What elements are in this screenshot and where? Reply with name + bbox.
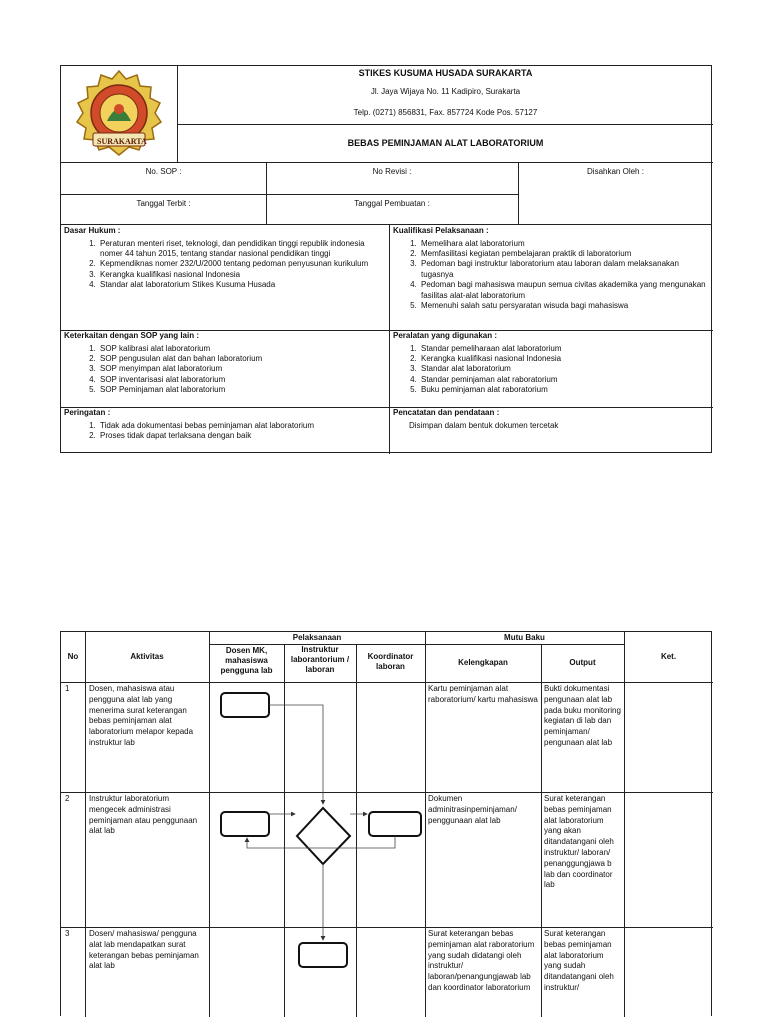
header-aktivitas: Aktivitas: [130, 652, 164, 661]
flow-connector: [269, 705, 323, 804]
kualifikasi-item: 1. Memelihara alat laboratorium: [419, 239, 711, 249]
dasar-hukum-item: 1. Peraturan menteri riset, teknologi, dan pendidikan tinggi republik indonesia nomer 44 tahun 2015, tentang standar nasional pendidikan tinggi: [98, 239, 386, 260]
institution-address: Jl. Jaya Wijaya No. 11 Kadipiro, Surakarta: [370, 87, 521, 96]
flow-box-start: [221, 693, 269, 717]
keterkaitan-item: 3. SOP menyimpan alat laboratorium: [98, 364, 386, 374]
peralatan-item: 1. Standar pemeliharaan alat laboratorium: [419, 344, 711, 354]
dasar-hukum-section: [64, 226, 386, 291]
tanggal-terbit-label: Tanggal Terbit :: [136, 199, 191, 208]
peralatan-item: 4. Standar peminjaman alat raboratorium: [419, 375, 711, 385]
kualifikasi-item: 3. Pedoman bagi instruktur laboratorium atau laboran dalam melaksanakan tugasnya: [419, 259, 711, 280]
header-pelaksanaan: Pelaksanaan: [292, 633, 342, 642]
no-revisi-label: No Revisi :: [372, 167, 412, 176]
kualifikasi-title: Kualifikasi Pelaksanaan :: [393, 226, 489, 235]
keterkaitan-section: [64, 331, 386, 396]
flow-box-dosen: [221, 812, 269, 836]
institution-phone: Telp. (0271) 856831, Fax. 857724 Kode Pos. 57127: [353, 108, 538, 117]
peringatan-section: [64, 408, 386, 441]
row1-aktivitas: Dosen, mahasiswa atau pengguna alat lab yang menerima surat keterangan bebas peminjaman alat laboratorium melapor kepada instruktur lab: [89, 684, 194, 747]
institution-info: [178, 66, 713, 124]
peralatan-item: 2. Kerangka kualifikasi nasional Indonesia: [419, 354, 711, 364]
row1-no: 1: [65, 684, 70, 693]
row3-kelengkapan: Surat keterangan bebas peminjaman alat raboratorium yang sudah didatangi oleh instruktur/ laboran/penangungjawab lab dan koordinator laboratorium: [428, 929, 535, 992]
row3-output: Surat keterangan bebas peminjaman alat laboratorium yang sudah ditandatangani oleh instruktur/: [544, 929, 614, 992]
peralatan-title: Peralatan yang digunakan :: [393, 331, 498, 340]
tanggal-pembuatan-label: Tanggal Pembuatan :: [354, 199, 430, 208]
keterkaitan-item: 2. SOP pengusulan alat dan bahan laboratorium: [98, 354, 386, 364]
kualifikasi-item: 2. Memfasilitasi kegiatan pembelajaran praktik di laboratorium: [419, 249, 711, 259]
pencatatan-text: Disimpan dalam bentuk dokumen tercetak: [409, 420, 559, 430]
pencatatan-section: [393, 408, 711, 431]
sections-divider-v: [389, 225, 390, 454]
peringatan-item: 1. Tidak ada dokumentasi bebas peminjaman alat laboratorium: [98, 421, 386, 431]
institution-name: STIKES KUSUMA HUSADA SURAKARTA: [358, 68, 533, 78]
header-dosen: Dosen MK, mahasiswa pengguna lab: [220, 646, 273, 675]
dasar-hukum-item: 3. Kerangka kualifikasi nasional Indonesia: [98, 270, 386, 280]
row3-no: 3: [65, 929, 70, 938]
logo-caption: SURAKARTA: [97, 137, 147, 146]
flow-table: [60, 631, 712, 1016]
sop-header: [60, 65, 712, 225]
header-output: Output: [569, 658, 596, 667]
document-title: BEBAS PEMINJAMAN ALAT LABORATORIUM: [178, 124, 713, 162]
row2-aktivitas: Instruktur laboratorium mengecek administrasi peminjaman atau penggunaan alat lab: [89, 794, 198, 836]
peralatan-section: [393, 331, 711, 396]
flow-box-koordinator: [369, 812, 421, 836]
meta-grid: [61, 162, 713, 224]
flow-box-end: [299, 943, 347, 967]
kualifikasi-item: 5. Memenuhi salah satu persyaratan wisuda bagi mahasiswa: [419, 301, 711, 311]
pencatatan-title: Pencatatan dan pendataan :: [393, 408, 500, 417]
row2-output: Surat keterangan bebas peminjaman alat laboratorium yang akan ditandatangani oleh instruktur/ laboran/ penanggungjawa b lab dan coordinator lab: [544, 794, 614, 890]
header-koordinator: Koordinator laboran: [367, 652, 414, 671]
logo-cell: [61, 66, 178, 162]
dasar-hukum-title: Dasar Hukum :: [64, 226, 121, 235]
disahkan-label: Disahkan Oleh :: [587, 167, 644, 176]
header-no: No: [67, 652, 79, 661]
keterkaitan-item: 4. SOP inventarisasi alat laboratorium: [98, 375, 386, 385]
header-kelengkapan: Kelengkapan: [458, 658, 508, 667]
header-instruktur: Instruktur laborantorium / laboran: [290, 645, 350, 674]
keterkaitan-item: 5. SOP Peminjaman alat laboratorium: [98, 385, 386, 395]
dasar-hukum-item: 2. Kepmendiknas nomer 232/U/2000 tentang pedoman penyusunan kurikulum: [98, 259, 386, 269]
header-ket: Ket.: [660, 652, 677, 661]
meta-divider-h: [61, 194, 518, 195]
dasar-hukum-item: 4. Standar alat laboratorium Stikes Kusuma Husada: [98, 280, 386, 290]
sop-sections: [60, 224, 712, 453]
peralatan-item: 3. Standar alat laboratorium: [419, 364, 711, 374]
keterkaitan-title: Keterkaitan dengan SOP yang lain :: [64, 331, 199, 340]
row3-aktivitas: Dosen/ mahasiswa/ pengguna alat lab mendapatkan surat keterangan bebas peminjaman alat lab: [89, 929, 199, 971]
flow-decision: [297, 808, 350, 864]
kualifikasi-item: 4. Pedoman bagi mahasiswa maupun semua civitas akademika yang mengunakan fasilitas alat-alat laboratorium: [419, 280, 711, 301]
flowchart: [61, 632, 713, 1017]
header-mutu-baku: Mutu Baku: [504, 633, 545, 642]
peringatan-title: Peringatan :: [64, 408, 111, 417]
no-sop-label: No. SOP :: [145, 167, 182, 176]
peralatan-item: 5. Buku peminjaman alat raboratorium: [419, 385, 711, 395]
row2-kelengkapan: Dokumen adminitrasinpeminjaman/ penggunaan alat lab: [428, 794, 517, 825]
kualifikasi-section: [393, 226, 711, 311]
row2-no: 2: [65, 794, 70, 803]
row1-output: Bukti dokumentasi pengunaan alat lab pada buku monitoring kegiatan di lab dan peminjaman/ pengunaan alat lab: [544, 684, 621, 747]
keterkaitan-item: 1. SOP kalibrasi alat laboratorium: [98, 344, 386, 354]
peringatan-item: 2. Proses tidak dapat terlaksana dengan baik: [98, 431, 386, 441]
row1-kelengkapan: Kartu peminjaman alat raboratorium/ kartu mahasiswa: [428, 684, 538, 704]
